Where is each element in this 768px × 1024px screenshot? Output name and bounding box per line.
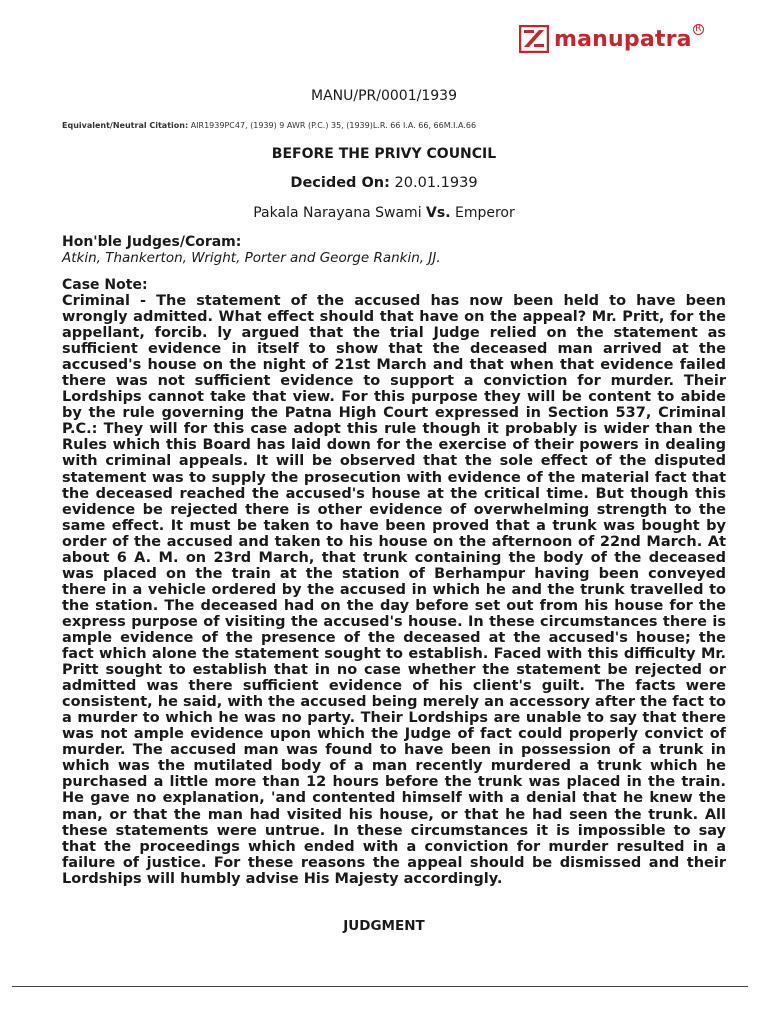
manupatra-logo <box>519 24 704 54</box>
case-note-heading: Case Note: <box>62 277 148 293</box>
judgment-heading: JUDGMENT <box>343 918 425 934</box>
footer-divider <box>12 986 748 987</box>
court-name: BEFORE THE PRIVY COUNCIL <box>271 146 497 162</box>
equivalent-citation-value: AIR1939PC47, (1939) 9 AWR (P.C.) 35, (1939)L.R. 66 I.A. 66, 66M.I.A.66 <box>190 121 477 130</box>
citation-id: MANU/PR/0001/1939 <box>311 88 457 104</box>
decided-date: 20.01.1939 <box>394 175 478 191</box>
versus-label: Vs. <box>426 205 451 221</box>
decided-label: Decided On: <box>290 175 390 191</box>
equivalent-citation-label: Equivalent/Neutral Citation: <box>62 121 189 130</box>
registered-mark: R <box>693 24 704 35</box>
respondent-name: Emperor <box>455 205 515 221</box>
judges-heading: Hon'ble Judges/Coram: <box>62 234 242 250</box>
brand-name: manupatra <box>554 26 692 52</box>
appellant-name: Pakala Narayana Swami <box>253 205 422 221</box>
case-parties <box>0 205 768 221</box>
decided-on <box>0 175 768 191</box>
equivalent-citation <box>62 121 476 130</box>
judges-list: Atkin, Thankerton, Wright, Porter and George Rankin, JJ. <box>62 250 441 266</box>
manupatra-logo-icon <box>519 25 549 53</box>
case-note-body: Criminal - The statement of the accused has now been held to have been wrongly admitted. What effect should that have on the appeal? Mr. Pritt, for the appellant, forcib. ly argued that the trial Judge relied on the statement as sufficient evidence in itself to show that the deceased man arrived at the accused's house on the night of 21st March and that when that evidence failed there was not sufficient evidence to support a conviction for murder. Their Lordships cannot take that view. For this purpose they will be content to abide by the rule governing the Patna High Court expressed in Section 537, Criminal P.C.: They will for this case adopt this rule though it probably is wider than the Rules which this Board has laid down for the exercise of their powers in dealing with criminal appeals. It will be observed that the sole effect of the disputed statement was to supply the prosecution with evidence of the material fact that the deceased reached the accused's house at the critical time. But though this evidence be rejected there is other evidence of overwhelming strength to the same effect. It must be taken to have been proved that a trunk was bought by order of the accused and taken to his house on the afternoon of 22nd March. At about 6 A. M. on 23rd March, that trunk containing the body of the deceased was placed on the train at the station of Berhampur having been conveyed there in a vehicle ordered by the accused in which he and the trunk travelled to the station. The deceased had on the day before set out from his house for the express purpose of visiting the accused's house. In these circumstances there is ample evidence of the presence of the deceased at the accused's house; the fact which alone the statement sought to establish. Faced with this difficulty Mr. Pritt sought to establish that in no case whether the statement be rejected or admitted was there sufficient evidence of his client's guilt. The facts were consistent, he said, with the accused being merely an accessory after the fact to a murder to which he was no party. Their Lordships are unable to say that there was not ample evidence upon which the Judge of fact could properly convict of murder. The accused man was found to have been in possession of a trunk in which was the mutilated body of a man recently murdered a trunk which he purchased a little more than 12 hours before the trunk was placed in the train. He gave no explanation, 'and contented himself with a denial that he knew the man, or that the man had visited his house, or that he had seen the trunk. All these statements were untrue. In these circumstances it is impossible to say that the proceedings which ended with a conviction for murder resulted in a failure of justice. For these reasons the appeal should be dismissed and their Lordships will humbly advise His Majesty accordingly. <box>62 293 726 887</box>
